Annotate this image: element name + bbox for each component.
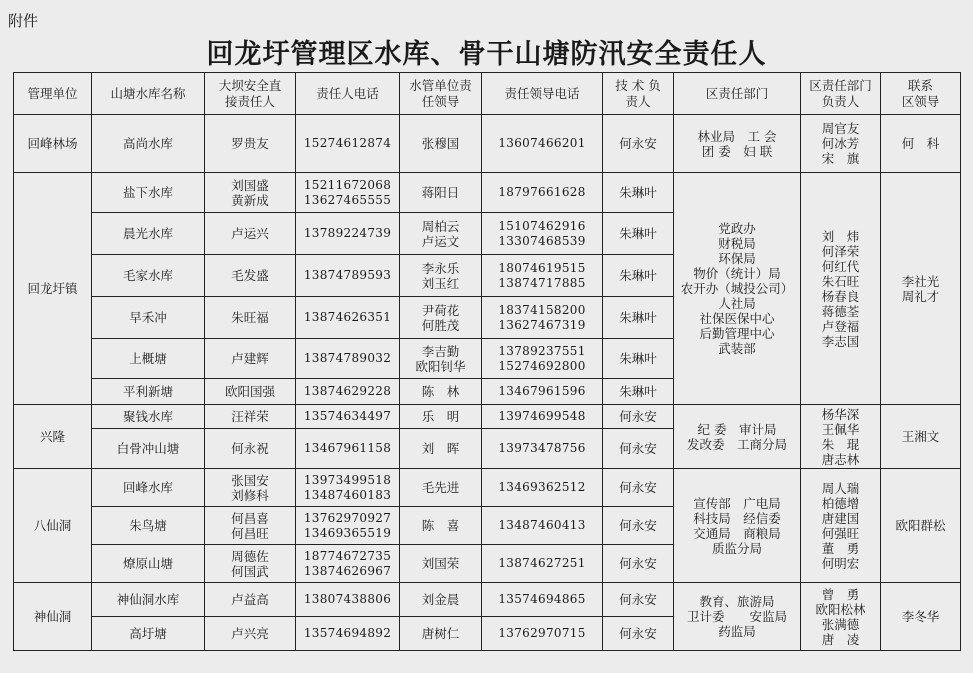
dam-phone: 13762970927 13469365519 (296, 507, 400, 545)
dam-person: 何昌喜 何昌旺 (205, 507, 296, 545)
district-dept: 纪 委 审计局 发改委 工商分局 (674, 405, 801, 469)
column-header: 大坝安全直 接责任人 (205, 73, 296, 115)
district-leader: 李冬华 (881, 583, 961, 651)
reservoir-name: 上概塘 (92, 339, 205, 379)
tech-person: 何永安 (603, 429, 674, 469)
leader-phone: 13973478756 (482, 429, 603, 469)
reservoir-name: 回峰水库 (92, 469, 205, 507)
dam-phone: 15211672068 13627465555 (296, 173, 400, 213)
leader-phone: 18374158200 13627467319 (482, 297, 603, 339)
district-leader: 欧阳群松 (881, 469, 961, 583)
reservoir-name: 高尚水库 (92, 115, 205, 173)
leader-phone: 13607466201 (482, 115, 603, 173)
document-title: 回龙圩管理区水库、骨干山塘防汛安全责任人 (206, 39, 767, 70)
leader: 刘 晖 (400, 429, 482, 469)
leader-phone: 18074619515 13874717885 (482, 255, 603, 297)
tech-person: 朱琳叶 (603, 173, 674, 213)
dept-head: 周官友 何冰芳 宋 旗 (801, 115, 881, 173)
leader-phone: 18797661628 (482, 173, 603, 213)
reservoir-name: 高圩塘 (92, 617, 205, 651)
leader-phone: 13467961596 (482, 379, 603, 405)
dept-head: 刘 炜 何泽荣 何红代 朱石旺 杨春良 蒋德荃 卢登福 李志国 (801, 173, 881, 405)
dam-person: 张国安 刘修科 (205, 469, 296, 507)
leader: 张穆国 (400, 115, 482, 173)
management-unit: 回峰林场 (14, 115, 92, 173)
dam-person: 汪祥荣 (205, 405, 296, 429)
reservoir-name: 毛家水库 (92, 255, 205, 297)
leader: 尹荷花 何胜茂 (400, 297, 482, 339)
column-header: 责任领导电话 (482, 73, 603, 115)
attachment-label: 附件 (8, 12, 39, 30)
dam-phone: 13467961158 (296, 429, 400, 469)
leader-phone: 13487460413 (482, 507, 603, 545)
reservoir-name: 燎原山塘 (92, 545, 205, 583)
reservoir-name: 盐下水库 (92, 173, 205, 213)
dam-person: 刘国盛 黄新成 (205, 173, 296, 213)
table-row (14, 469, 961, 507)
leader-phone: 13469362512 (482, 469, 603, 507)
table-row (14, 173, 961, 213)
dept-head: 杨华深 王佩华 朱 琨 唐志林 (801, 405, 881, 469)
dam-phone: 13973499518 13487460183 (296, 469, 400, 507)
table-header-row (14, 73, 961, 115)
leader: 刘金晨 (400, 583, 482, 617)
leader: 蒋阳日 (400, 173, 482, 213)
column-header: 区责任部门 负责人 (801, 73, 881, 115)
district-dept: 林业局 工 会 团 委 妇 联 (674, 115, 801, 173)
reservoir-name: 早禾冲 (92, 297, 205, 339)
tech-person: 何永安 (603, 617, 674, 651)
leader-phone: 13574694865 (482, 583, 603, 617)
district-leader: 李社光 周礼才 (881, 173, 961, 405)
tech-person: 何永安 (603, 507, 674, 545)
dam-person: 罗贵友 (205, 115, 296, 173)
reservoir-name: 聚钱水库 (92, 405, 205, 429)
reservoir-name: 晨光水库 (92, 213, 205, 255)
leader: 李吉勤 欧阳钊华 (400, 339, 482, 379)
column-header: 管理单位 (14, 73, 92, 115)
dam-phone: 18774672735 13874626967 (296, 545, 400, 583)
leader: 陈 喜 (400, 507, 482, 545)
column-header: 责任人电话 (296, 73, 400, 115)
dam-person: 卢建辉 (205, 339, 296, 379)
leader: 周柏云 卢运文 (400, 213, 482, 255)
tech-person: 朱琳叶 (603, 213, 674, 255)
tech-person: 朱琳叶 (603, 339, 674, 379)
dam-person: 朱旺福 (205, 297, 296, 339)
column-header: 联系 区领导 (881, 73, 961, 115)
district-dept: 宣传部 广电局 科技局 经信委 交通局 商粮局 质监分局 (674, 469, 801, 583)
district-leader: 何 科 (881, 115, 961, 173)
dept-head: 曾 勇 欧阳松林 张满德 唐 凌 (801, 583, 881, 651)
leader: 乐 明 (400, 405, 482, 429)
table-row (14, 405, 961, 429)
leader: 陈 林 (400, 379, 482, 405)
leader: 刘国荣 (400, 545, 482, 583)
dam-person: 何永祝 (205, 429, 296, 469)
column-header: 山塘水库名称 (92, 73, 205, 115)
table-row (14, 583, 961, 617)
leader-phone: 13974699548 (482, 405, 603, 429)
leader: 毛先进 (400, 469, 482, 507)
tech-person: 何永安 (603, 115, 674, 173)
dam-phone: 13789224739 (296, 213, 400, 255)
responsibility-table (13, 72, 961, 651)
column-header: 技 术 负 责人 (603, 73, 674, 115)
dam-phone: 13807438806 (296, 583, 400, 617)
tech-person: 何永安 (603, 469, 674, 507)
reservoir-name: 神仙洞水库 (92, 583, 205, 617)
tech-person: 何永安 (603, 405, 674, 429)
tech-person: 何永安 (603, 545, 674, 583)
reservoir-name: 平利新塘 (92, 379, 205, 405)
leader-phone: 13874627251 (482, 545, 603, 583)
district-leader: 王湘文 (881, 405, 961, 469)
dam-phone: 13874789593 (296, 255, 400, 297)
dam-phone: 13874629228 (296, 379, 400, 405)
district-dept: 党政办 财税局 环保局 物价（统计）局 农开办（城投公司） 人社局 社保医保中心 后勤管理中心 武装部 (674, 173, 801, 405)
leader-phone: 15107462916 13307468539 (482, 213, 603, 255)
dam-phone: 13574694892 (296, 617, 400, 651)
dam-person: 卢兴亮 (205, 617, 296, 651)
dam-phone: 13874626351 (296, 297, 400, 339)
dam-person: 卢益高 (205, 583, 296, 617)
tech-person: 朱琳叶 (603, 255, 674, 297)
management-unit: 兴隆 (14, 405, 92, 469)
management-unit: 神仙洞 (14, 583, 92, 651)
dam-phone: 13874789032 (296, 339, 400, 379)
reservoir-name: 白骨冲山塘 (92, 429, 205, 469)
tech-person: 朱琳叶 (603, 297, 674, 339)
column-header: 水管单位责 任领导 (400, 73, 482, 115)
dam-person: 周德佐 何国武 (205, 545, 296, 583)
dam-phone: 13574634497 (296, 405, 400, 429)
table-row (14, 115, 961, 173)
dept-head: 周人瑞 柏德增 唐建国 何强旺 董 勇 何明宏 (801, 469, 881, 583)
leader: 李永乐 刘玉红 (400, 255, 482, 297)
column-header: 区责任部门 (674, 73, 801, 115)
dam-person: 卢运兴 (205, 213, 296, 255)
tech-person: 何永安 (603, 583, 674, 617)
management-unit: 回龙圩镇 (14, 173, 92, 405)
leader-phone: 13762970715 (482, 617, 603, 651)
district-dept: 教育、旅游局 卫计委 安监局 药监局 (674, 583, 801, 651)
reservoir-name: 朱鸟塘 (92, 507, 205, 545)
dam-person: 毛发盛 (205, 255, 296, 297)
leader-phone: 13789237551 15274692800 (482, 339, 603, 379)
management-unit: 八仙洞 (14, 469, 92, 583)
dam-phone: 15274612874 (296, 115, 400, 173)
leader: 唐树仁 (400, 617, 482, 651)
tech-person: 朱琳叶 (603, 379, 674, 405)
dam-person: 欧阳国强 (205, 379, 296, 405)
